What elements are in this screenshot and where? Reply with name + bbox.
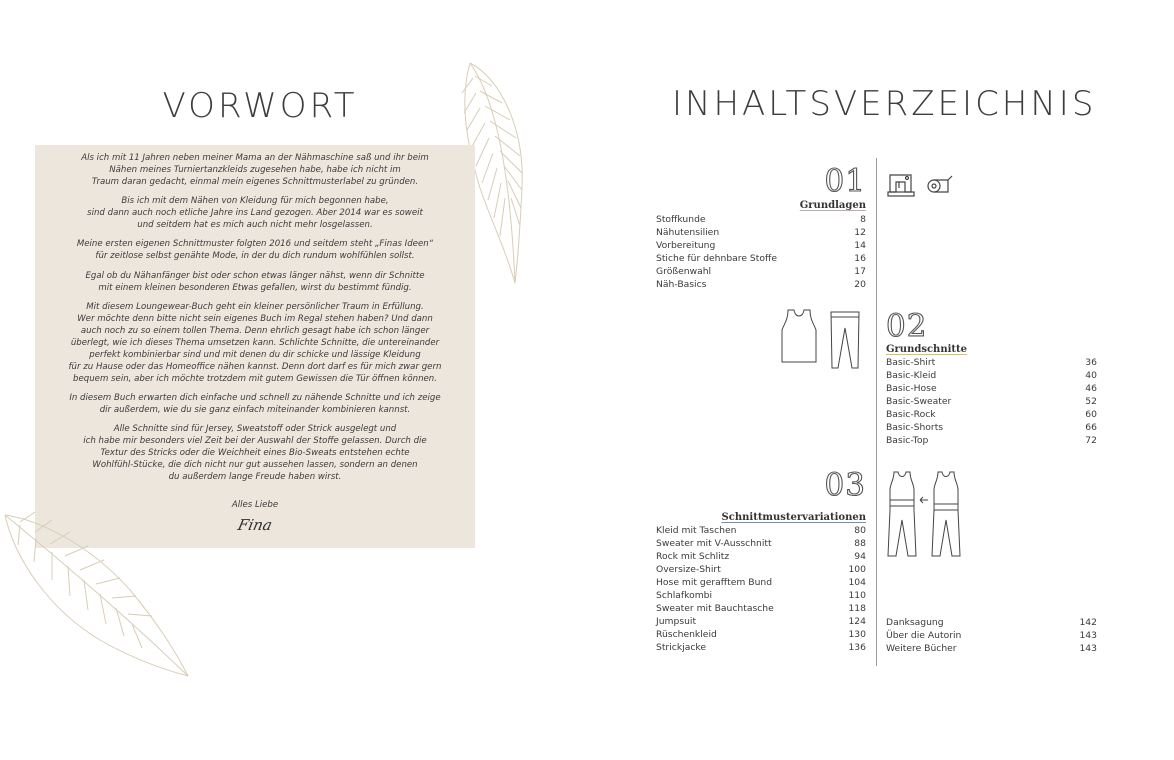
preface-line: für zu Hause oder das Homeoffice nähen kannst. Denn dort darf es für mich zwar gern bbox=[68, 361, 442, 372]
signature: Fina bbox=[236, 516, 274, 534]
preface-paragraph bbox=[55, 271, 455, 295]
toc-entry-title: Kleid mit Taschen bbox=[656, 525, 737, 536]
preface-line: In diesem Buch erwarten dich einfache und schnell zu nähende Schnitte und ich zeige bbox=[69, 392, 441, 403]
toc-entry bbox=[886, 395, 1097, 408]
toc-entry bbox=[656, 615, 866, 628]
toc-entry-title: Sweater mit V-Ausschnitt bbox=[656, 538, 772, 549]
toc-entry bbox=[886, 382, 1097, 395]
toc-entry bbox=[656, 537, 866, 550]
toc-entry-title: Oversize-Shirt bbox=[656, 564, 721, 575]
toc-entry-title: Weitere Bücher bbox=[886, 643, 957, 654]
preface-line: Alle Schnitte sind für Jersey, Sweatstoff oder Strick ausgelegt und bbox=[113, 424, 397, 435]
toc-entry-page: 14 bbox=[854, 240, 866, 251]
toc-entry-title: Vorbereitung bbox=[656, 240, 716, 251]
toc-entry bbox=[656, 628, 866, 641]
section-label-grundlagen: Grundlagen bbox=[799, 200, 866, 211]
toc-entry-title: Näh-Basics bbox=[656, 279, 707, 290]
toc-entry-page: 143 bbox=[1079, 630, 1097, 641]
preface-line: Bis ich mit dem Nähen von Kleidung für mich begonnen habe, bbox=[121, 196, 389, 207]
toc-entry-title: Schlafkombi bbox=[656, 590, 713, 601]
preface-paragraph bbox=[55, 302, 455, 385]
vorwort-title: VORWORT bbox=[162, 86, 358, 126]
sewing-machine-icon bbox=[887, 170, 917, 198]
section-number-01: 01 bbox=[824, 163, 866, 199]
preface-paragraph bbox=[55, 424, 455, 484]
toc-entry bbox=[656, 641, 866, 654]
preface-paragraph bbox=[55, 153, 455, 189]
toc-entry bbox=[656, 239, 866, 252]
preface-text bbox=[55, 153, 455, 491]
preface-line: Als ich mit 11 Jahren neben meiner Mama an der Nähmaschine saß und ihr beim bbox=[81, 153, 429, 163]
toc-entry bbox=[656, 265, 866, 278]
toc-entry-page: 40 bbox=[1085, 370, 1097, 381]
toc-entry-page: 16 bbox=[854, 253, 866, 264]
preface-line: auch noch zu so einem tollen Thema. Denn ehrlich gesagt habe ich schon länger bbox=[80, 325, 430, 336]
toc-entry-page: 143 bbox=[1079, 643, 1097, 654]
toc-entry bbox=[656, 602, 866, 615]
toc-entry-page: 66 bbox=[1085, 422, 1097, 433]
toc-entry-page: 52 bbox=[1085, 396, 1097, 407]
preface-line: Textur des Stricks oder die Weichheit eines Bio-Sweats entstehen echte bbox=[100, 448, 410, 459]
toc-entry bbox=[656, 576, 866, 589]
toc-entry-page: 130 bbox=[848, 629, 866, 640]
toc-entry-title: Hose mit gerafftem Bund bbox=[656, 577, 773, 588]
preface-line: sind dann auch noch etliche Jahre ins Land gezogen. Aber 2014 war es soweit bbox=[87, 208, 423, 219]
preface-line: Meine ersten eigenen Schnittmuster folgten 2016 und seitdem steht „Finas Ideen“ bbox=[76, 239, 434, 250]
toc-list-grundlagen bbox=[656, 213, 866, 291]
toc-entry-title: Strickjacke bbox=[656, 642, 707, 653]
toc-list-schnittmustervariationen bbox=[656, 524, 866, 654]
toc-entry bbox=[656, 563, 866, 576]
toc-entry-page: 60 bbox=[1085, 409, 1097, 420]
section-number-02: 02 bbox=[886, 308, 928, 344]
preface-line: Wer möchte denn bitte nicht sein eigenes Buch im Regal stehen haben? Und dann bbox=[77, 313, 433, 324]
toc-entry-page: 136 bbox=[848, 642, 866, 653]
toc-entry-title: Stiche für dehnbare Stoffe bbox=[656, 253, 777, 264]
toc-entry-title: Basic-Hose bbox=[886, 383, 937, 394]
toc-entry bbox=[656, 213, 866, 226]
toc-entry-title: Jumpsuit bbox=[656, 616, 697, 627]
toc-entry-page: 17 bbox=[854, 266, 866, 277]
toc-entry bbox=[886, 642, 1097, 655]
section-label-grundschnitte: Grundschnitte bbox=[886, 344, 968, 355]
preface-line: für zeitlose selbst genähte Mode, in der du dich rundum wohlfühlen sollst. bbox=[95, 251, 415, 262]
toc-entry bbox=[886, 629, 1097, 642]
toc-list-grundschnitte bbox=[886, 356, 1097, 447]
toc-entry bbox=[656, 589, 866, 602]
preface-line: bequem sein, aber ich möchte trotzdem mit gutem Gewissen die Tür öffnen können. bbox=[73, 373, 437, 384]
toc-entry-title: Basic-Top bbox=[886, 435, 929, 446]
toc-entry-page: 36 bbox=[1085, 357, 1097, 368]
toc-entry-page: 12 bbox=[854, 227, 866, 238]
toc-entry bbox=[656, 226, 866, 239]
preface-line: ich habe mir besonders viel Zeit bei der Auswahl der Stoffe gelassen. Durch die bbox=[83, 436, 427, 447]
toc-entry-page: 8 bbox=[860, 214, 866, 225]
preface-paragraph bbox=[55, 196, 455, 232]
closing-line: Alles Liebe bbox=[231, 500, 279, 510]
preface-line: Egal ob du Nähanfänger bist oder schon etwas länger nähst, wenn dir Schnitte bbox=[85, 270, 425, 281]
toc-entry-page: 100 bbox=[848, 564, 866, 575]
toc-entry-title: Über die Autorin bbox=[886, 630, 962, 641]
toc-entry-title: Rüschenkleid bbox=[656, 629, 717, 640]
preface-paragraph bbox=[55, 239, 455, 263]
toc-entry-page: 124 bbox=[848, 616, 866, 627]
section-number-03: 03 bbox=[824, 467, 866, 503]
toc-entry-title: Rock mit Schlitz bbox=[656, 551, 730, 562]
preface-line: dir außerdem, wie du sie ganz einfach miteinander kombinieren kannst. bbox=[99, 404, 411, 415]
toc-entry-page: 104 bbox=[848, 577, 866, 588]
toc-entry-page: 80 bbox=[854, 525, 866, 536]
toc-entry-page: 20 bbox=[854, 279, 866, 290]
toc-entry bbox=[886, 421, 1097, 434]
fabric-roll-icon bbox=[926, 170, 954, 198]
toc-entry bbox=[886, 408, 1097, 421]
preface-line: Nähen meines Turniertanzkleids zugesehen habe, habe ich nicht im bbox=[109, 164, 401, 175]
jumpsuit-illustration bbox=[886, 470, 976, 560]
toc-entry-title: Basic-Kleid bbox=[886, 370, 937, 381]
toc-entry-page: 118 bbox=[848, 603, 866, 614]
preface-line: überlegt, wie ich dieses Thema umsetzen kann. Schlichte Schnitte, die untereinander bbox=[70, 337, 440, 348]
preface-line: und seitdem hat es mich auch nicht mehr losgelassen. bbox=[137, 220, 373, 231]
toc-entry-title: Basic-Shirt bbox=[886, 357, 936, 368]
preface-line: Wohlfühl-Stücke, die dich nicht nur gut aussehen lassen, sondern an denen bbox=[92, 459, 418, 470]
toc-entry bbox=[656, 550, 866, 563]
toc-entry bbox=[886, 356, 1097, 369]
toc-entry bbox=[886, 434, 1097, 447]
toc-entry bbox=[886, 369, 1097, 382]
toc-entry bbox=[656, 278, 866, 291]
preface-line: Traum daran gedacht, einmal mein eigenes Schnittmusterlabel zu gründen. bbox=[91, 176, 419, 187]
toc-entry bbox=[656, 252, 866, 265]
preface-line: mit einem kleinen besonderen Etwas gefallen, wirst du bestimmt fündig. bbox=[98, 282, 412, 293]
toc-entry-page: 94 bbox=[854, 551, 866, 562]
preface-line: perfekt kombinierbar sind und mit denen du dir schicke und lässige Kleidung bbox=[89, 349, 421, 360]
toc-list-extras bbox=[886, 616, 1097, 655]
toc-divider bbox=[876, 158, 877, 666]
toc-entry-page: 142 bbox=[1079, 617, 1097, 628]
toc-entry-page: 110 bbox=[848, 590, 866, 601]
toc-entry-page: 72 bbox=[1085, 435, 1097, 446]
toc-entry-title: Basic-Rock bbox=[886, 409, 936, 420]
tank-top-illustration bbox=[780, 308, 818, 364]
toc-entry-title: Basic-Sweater bbox=[886, 396, 952, 407]
preface-line: du außerdem lange Freude haben wirst. bbox=[168, 471, 342, 482]
toc-entry bbox=[656, 524, 866, 537]
toc-entry-page: 46 bbox=[1085, 383, 1097, 394]
toc-entry-title: Größenwahl bbox=[656, 266, 712, 277]
toc-entry-title: Nähutensilien bbox=[656, 227, 720, 238]
toc-entry-title: Basic-Shorts bbox=[886, 422, 944, 433]
toc-entry-page: 88 bbox=[854, 538, 866, 549]
toc-entry-title: Sweater mit Bauchtasche bbox=[656, 603, 774, 614]
toc-title: INHALTSVERZEICHNIS bbox=[672, 84, 1097, 124]
toc-entry bbox=[886, 616, 1097, 629]
leggings-illustration bbox=[828, 310, 862, 370]
preface-line: Mit diesem Loungewear-Buch geht ein kleiner persönlicher Traum in Erfüllung. bbox=[86, 302, 424, 313]
preface-paragraph bbox=[55, 393, 455, 417]
toc-entry-title: Danksagung bbox=[886, 617, 944, 628]
toc-entry-title: Stoffkunde bbox=[656, 214, 706, 225]
section-label-schnittmustervariationen: Schnittmustervariationen bbox=[721, 512, 866, 523]
